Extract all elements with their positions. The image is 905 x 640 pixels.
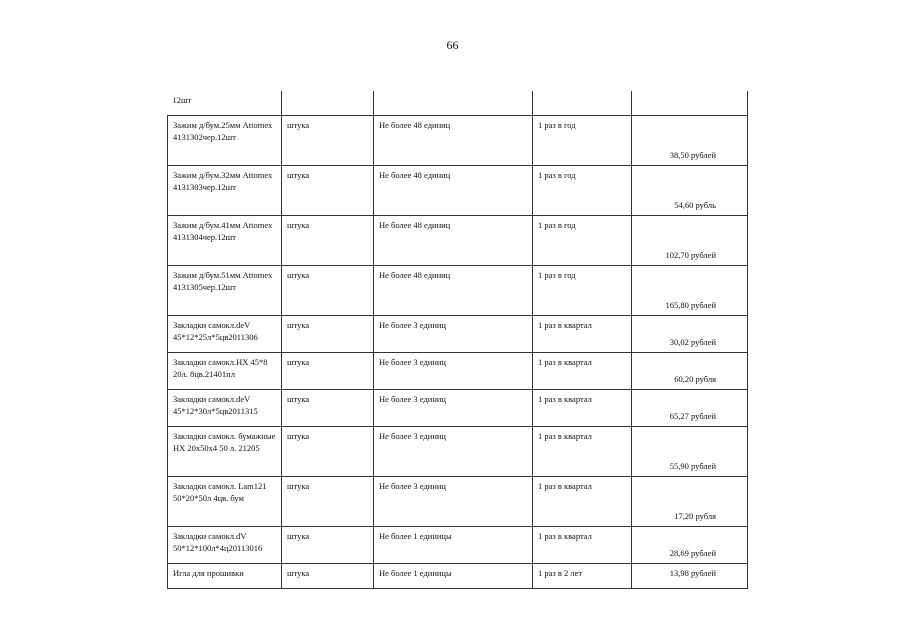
frequency-cell: 1 раз в квартал bbox=[533, 426, 632, 476]
unit-cell: штука bbox=[282, 165, 374, 215]
table-row bbox=[168, 389, 748, 426]
table-row bbox=[168, 265, 748, 315]
frequency-cell: 1 раз в 2 лет bbox=[533, 563, 632, 588]
frequency-cell: 1 раз в год bbox=[533, 115, 632, 165]
unit-cell: штука bbox=[282, 215, 374, 265]
item-name-cell: Закладки самокл.dV 50*12*100л*4ц20113016 bbox=[168, 526, 282, 563]
price-cell: 30,02 рублей bbox=[632, 315, 748, 352]
table-row bbox=[168, 426, 748, 476]
frequency-cell bbox=[533, 91, 632, 115]
price-cell: 55,90 рублей bbox=[632, 426, 748, 476]
table-row bbox=[168, 165, 748, 215]
limit-cell: Не более 1 единицы bbox=[374, 526, 533, 563]
limit-cell: Не более 48 единиц bbox=[374, 165, 533, 215]
table-row bbox=[168, 91, 748, 115]
item-name-cell: Закладки самокл. Lam121 50*20*50л 4цв. бум bbox=[168, 476, 282, 526]
item-name-cell: Игла для прошивки bbox=[168, 563, 282, 588]
price-cell: 38,50 рублей bbox=[632, 115, 748, 165]
frequency-cell: 1 раз в квартал bbox=[533, 389, 632, 426]
item-name-cell: Закладки самокл. бумажные HX 20x50x4 50 л. 21205 bbox=[168, 426, 282, 476]
frequency-cell: 1 раз в год bbox=[533, 215, 632, 265]
limit-cell: Не более 3 единиц bbox=[374, 315, 533, 352]
price-cell: 13,98 рублей bbox=[632, 563, 748, 588]
limit-cell: Не более 3 единиц bbox=[374, 476, 533, 526]
price-cell: 28,69 рублей bbox=[632, 526, 748, 563]
supplies-table bbox=[167, 91, 748, 589]
price-cell: 102,70 рублей bbox=[632, 215, 748, 265]
table-row bbox=[168, 215, 748, 265]
limit-cell bbox=[374, 91, 533, 115]
price-cell: 54,60 рубль bbox=[632, 165, 748, 215]
frequency-cell: 1 раз в квартал bbox=[533, 352, 632, 389]
unit-cell: штука bbox=[282, 426, 374, 476]
limit-cell: Не более 3 единиц bbox=[374, 426, 533, 476]
item-name-cell: Закладки самокл.deV 45*12*25л*5цв2011306 bbox=[168, 315, 282, 352]
frequency-cell: 1 раз в квартал bbox=[533, 526, 632, 563]
table-row bbox=[168, 115, 748, 165]
frequency-cell: 1 раз в год bbox=[533, 165, 632, 215]
unit-cell: штука bbox=[282, 526, 374, 563]
price-cell: 165,80 рублей bbox=[632, 265, 748, 315]
limit-cell: Не более 3 единиц bbox=[374, 389, 533, 426]
unit-cell: штука bbox=[282, 476, 374, 526]
price-cell: 17,20 рубля bbox=[632, 476, 748, 526]
price-cell: 65,27 рублей bbox=[632, 389, 748, 426]
item-name-cell: Закладки самокл.deV 45*12*30л*5цв2011315 bbox=[168, 389, 282, 426]
table-row bbox=[168, 315, 748, 352]
price-cell: 60,20 рубля bbox=[632, 352, 748, 389]
frequency-cell: 1 раз в квартал bbox=[533, 476, 632, 526]
limit-cell: Не более 3 единиц bbox=[374, 352, 533, 389]
frequency-cell: 1 раз в квартал bbox=[533, 315, 632, 352]
limit-cell: Не более 1 единицы bbox=[374, 563, 533, 588]
item-name-cell: 12шт bbox=[168, 91, 282, 115]
item-name-cell: Зажим д/бум.41мм Attomex 4131304чер.12шт bbox=[168, 215, 282, 265]
item-name-cell: Зажим д/бум.51мм Attomex 4131305чер.12шт bbox=[168, 265, 282, 315]
page-number: 66 bbox=[446, 38, 459, 52]
frequency-cell: 1 раз в год bbox=[533, 265, 632, 315]
limit-cell: Не более 48 единиц bbox=[374, 265, 533, 315]
unit-cell: штука bbox=[282, 389, 374, 426]
table-row bbox=[168, 352, 748, 389]
table-row bbox=[168, 476, 748, 526]
unit-cell: штука bbox=[282, 265, 374, 315]
unit-cell: штука bbox=[282, 115, 374, 165]
item-name-cell: Зажим д/бум.25мм Attomex 4131302чер.12шт bbox=[168, 115, 282, 165]
table-row bbox=[168, 526, 748, 563]
item-name-cell: Закладки самокл.HX 45*8 20л. 8цв.21401пл bbox=[168, 352, 282, 389]
unit-cell: штука bbox=[282, 563, 374, 588]
limit-cell: Не более 48 единиц bbox=[374, 215, 533, 265]
table-row bbox=[168, 563, 748, 588]
unit-cell bbox=[282, 91, 374, 115]
item-name-cell: Зажим д/бум.32мм Attomex 4131303чер.12шт bbox=[168, 165, 282, 215]
price-cell bbox=[632, 91, 748, 115]
unit-cell: штука bbox=[282, 315, 374, 352]
limit-cell: Не более 48 единиц bbox=[374, 115, 533, 165]
unit-cell: штука bbox=[282, 352, 374, 389]
